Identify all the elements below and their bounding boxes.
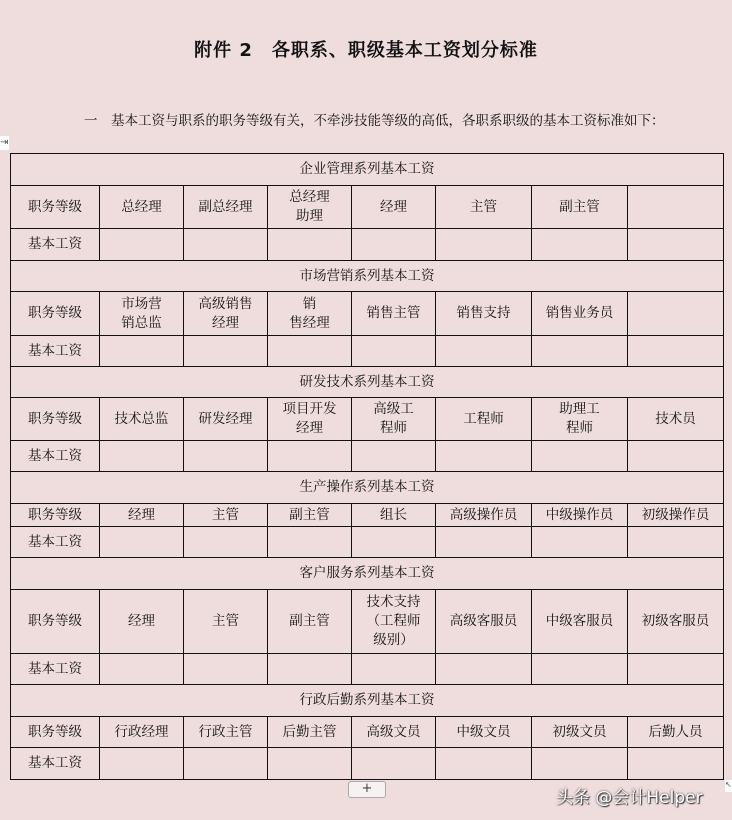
grade-cell[interactable]: 副主管: [268, 504, 352, 527]
salary-row: [11, 441, 724, 472]
salary-cell[interactable]: [532, 654, 628, 685]
salary-cell[interactable]: [184, 441, 268, 472]
salary-cell[interactable]: [268, 336, 352, 367]
salary-cell[interactable]: [436, 441, 532, 472]
grade-cell[interactable]: 初级文员: [532, 717, 628, 748]
salary-row: [11, 527, 724, 558]
salary-cell[interactable]: [100, 336, 184, 367]
salary-cell[interactable]: [352, 748, 436, 780]
grade-label: 职务等级: [11, 590, 100, 654]
grade-cell[interactable]: 中级文员: [436, 717, 532, 748]
section-title: 研发技术系列基本工资: [11, 367, 724, 398]
grade-cell[interactable]: 初级操作员: [628, 504, 724, 527]
salary-label: 基本工资: [11, 654, 100, 685]
salary-cell[interactable]: [532, 748, 628, 780]
salary-cell[interactable]: [268, 527, 352, 558]
grade-row: [11, 717, 724, 748]
watermark: 头条 @会计Helper: [556, 788, 703, 808]
grade-cell[interactable]: 助理工 程师: [532, 398, 628, 441]
grade-cell[interactable]: 主管: [436, 186, 532, 229]
grade-cell[interactable]: 主管: [184, 504, 268, 527]
grade-cell[interactable]: 后勤人员: [628, 717, 724, 748]
salary-cell[interactable]: [628, 748, 724, 780]
grade-cell[interactable]: 技术支持 （工程师 级别）: [352, 590, 436, 654]
grade-cell[interactable]: 行政经理: [100, 717, 184, 748]
grade-cell[interactable]: 技术总监: [100, 398, 184, 441]
salary-cell[interactable]: [352, 527, 436, 558]
salary-cell[interactable]: [628, 527, 724, 558]
salary-cell[interactable]: [532, 336, 628, 367]
salary-cell[interactable]: [352, 229, 436, 261]
salary-cell[interactable]: [184, 336, 268, 367]
salary-label: 基本工资: [11, 441, 100, 472]
grade-label: 职务等级: [11, 504, 100, 527]
salary-table: [10, 153, 724, 780]
grade-cell[interactable]: 高级客服员: [436, 590, 532, 654]
salary-cell[interactable]: [532, 441, 628, 472]
grade-cell[interactable]: 工程师: [436, 398, 532, 441]
salary-cell[interactable]: [100, 229, 184, 261]
grade-cell[interactable]: 总经理 助理: [268, 186, 352, 229]
grade-cell[interactable]: 高级文员: [352, 717, 436, 748]
salary-cell[interactable]: [100, 748, 184, 780]
salary-row: [11, 748, 724, 780]
salary-cell[interactable]: [436, 527, 532, 558]
salary-cell[interactable]: [436, 654, 532, 685]
section-title: 企业管理系列基本工资: [11, 154, 724, 186]
grade-cell[interactable]: 销售业务员: [532, 292, 628, 336]
grade-label: 职务等级: [11, 717, 100, 748]
grade-label: 职务等级: [11, 186, 100, 229]
grade-cell[interactable]: 经理: [100, 504, 184, 527]
salary-label: 基本工资: [11, 229, 100, 261]
salary-row: [11, 654, 724, 685]
add-row-button[interactable]: +: [348, 781, 386, 798]
salary-cell[interactable]: [268, 748, 352, 780]
grade-cell[interactable]: 组长: [352, 504, 436, 527]
grade-cell[interactable]: 行政主管: [184, 717, 268, 748]
grade-cell[interactable]: 研发经理: [184, 398, 268, 441]
salary-cell[interactable]: [436, 748, 532, 780]
grade-cell[interactable]: 销 售经理: [268, 292, 352, 336]
salary-label: 基本工资: [11, 527, 100, 558]
grade-cell[interactable]: 中级客服员: [532, 590, 628, 654]
grade-cell[interactable]: 高级销售 经理: [184, 292, 268, 336]
salary-cell[interactable]: [352, 654, 436, 685]
salary-cell[interactable]: [628, 336, 724, 367]
salary-cell[interactable]: [532, 229, 628, 261]
grade-cell[interactable]: [628, 292, 724, 336]
salary-row: [11, 229, 724, 261]
grade-cell[interactable]: 销售支持: [436, 292, 532, 336]
grade-cell[interactable]: 中级操作员: [532, 504, 628, 527]
section-title-row: [11, 685, 724, 717]
salary-cell[interactable]: [100, 527, 184, 558]
document-title: 附件 2 各职系、职级基本工资划分标准: [194, 40, 538, 61]
salary-cell[interactable]: [628, 441, 724, 472]
grade-cell[interactable]: [628, 186, 724, 229]
salary-cell[interactable]: [184, 527, 268, 558]
salary-label: 基本工资: [11, 336, 100, 367]
grade-cell[interactable]: 副主管: [532, 186, 628, 229]
salary-cell[interactable]: [184, 654, 268, 685]
grade-cell[interactable]: 经理: [100, 590, 184, 654]
grade-cell[interactable]: 主管: [184, 590, 268, 654]
salary-cell[interactable]: [100, 654, 184, 685]
salary-cell[interactable]: [184, 748, 268, 780]
salary-cell[interactable]: [352, 336, 436, 367]
grade-cell[interactable]: 高级操作员: [436, 504, 532, 527]
section-title-row: [11, 558, 724, 590]
salary-cell[interactable]: [268, 441, 352, 472]
salary-cell[interactable]: [268, 229, 352, 261]
salary-cell[interactable]: [436, 229, 532, 261]
salary-cell[interactable]: [352, 441, 436, 472]
salary-cell[interactable]: [628, 229, 724, 261]
table-move-handle-icon[interactable]: ⇥: [0, 137, 9, 148]
grade-cell[interactable]: 市场营 销总监: [100, 292, 184, 336]
grade-cell[interactable]: 副主管: [268, 590, 352, 654]
salary-row: [11, 336, 724, 367]
section-title-row: [11, 472, 724, 504]
section-title-row: [11, 261, 724, 292]
grade-cell[interactable]: 副总经理: [184, 186, 268, 229]
grade-row: [11, 186, 724, 229]
section-title: 生产操作系列基本工资: [11, 472, 724, 504]
grade-label: 职务等级: [11, 398, 100, 441]
section-title: 行政后勤系列基本工资: [11, 685, 724, 717]
salary-cell[interactable]: [532, 527, 628, 558]
section-title-row: [11, 154, 724, 186]
section-title-row: [11, 367, 724, 398]
grade-label: 职务等级: [11, 292, 100, 336]
resize-handle-icon[interactable]: ↖: [725, 780, 732, 792]
grade-cell[interactable]: 技术员: [628, 398, 724, 441]
salary-cell[interactable]: [436, 336, 532, 367]
grade-row: [11, 590, 724, 654]
grade-cell[interactable]: 经理: [352, 186, 436, 229]
salary-cell[interactable]: [628, 654, 724, 685]
intro-paragraph: 一 基本工资与职系的职务等级有关，不牵涉技能等级的高低，各职系职级的基本工资标准如下：: [84, 113, 665, 129]
grade-cell[interactable]: 高级工 程师: [352, 398, 436, 441]
grade-row: [11, 398, 724, 441]
grade-cell[interactable]: 项目开发 经理: [268, 398, 352, 441]
salary-cell[interactable]: [100, 441, 184, 472]
salary-label: 基本工资: [11, 748, 100, 780]
grade-row: [11, 504, 724, 527]
section-title: 客户服务系列基本工资: [11, 558, 724, 590]
salary-cell[interactable]: [268, 654, 352, 685]
grade-cell[interactable]: 初级客服员: [628, 590, 724, 654]
section-title: 市场营销系列基本工资: [11, 261, 724, 292]
grade-cell[interactable]: 总经理: [100, 186, 184, 229]
grade-cell[interactable]: 销售主管: [352, 292, 436, 336]
salary-cell[interactable]: [184, 229, 268, 261]
grade-row: [11, 292, 724, 336]
grade-cell[interactable]: 后勤主管: [268, 717, 352, 748]
